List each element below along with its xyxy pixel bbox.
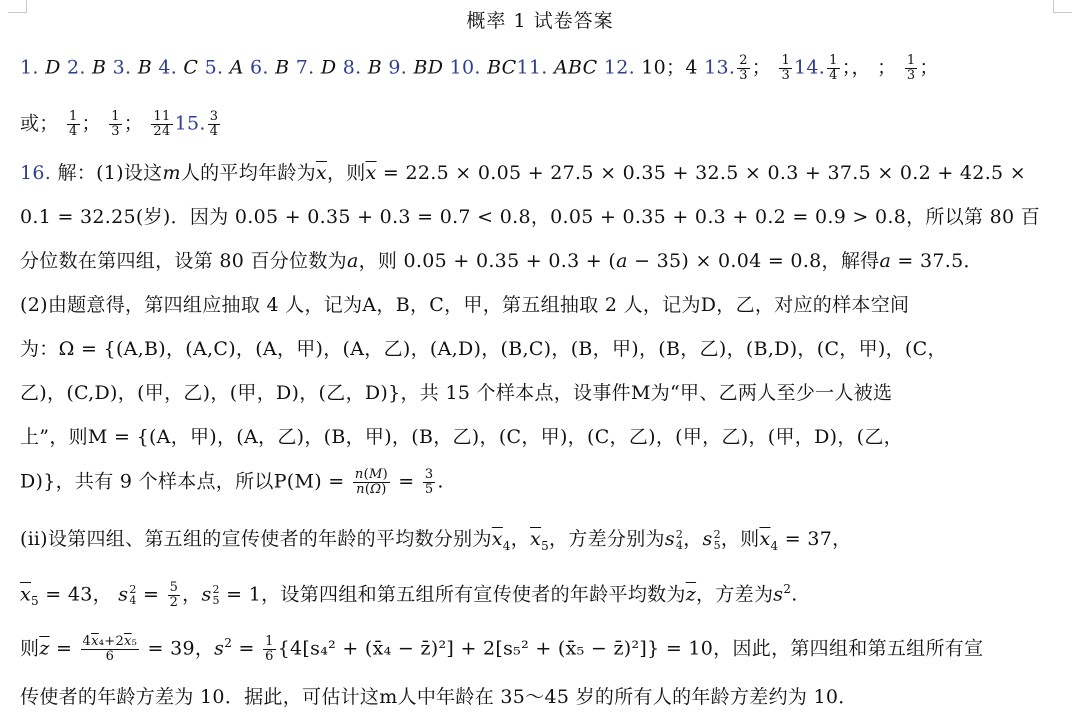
text: ，则 0.05 + 0.35 + 0.3 + (	[358, 250, 617, 272]
answer-choice: B	[275, 56, 296, 79]
answer-number: 6.	[250, 56, 276, 79]
fraction-3-4: $\frac{3}{4}$	[209, 109, 219, 139]
text: ，则	[326, 162, 366, 184]
text: − 35) × 0.04 = 0.8，解得	[627, 250, 880, 272]
text: ，则	[720, 528, 760, 550]
fraction-1-3: $\frac{1}{3}$	[906, 53, 916, 83]
var-a: a	[346, 250, 359, 272]
text: = 43，	[38, 583, 112, 606]
q16-line-5: 为：Ω = {(A,B)，(A,C)，(A，甲)，(A，乙)，(A,D)，(B,C)，(B，甲)，(B，乙)，(B,D)，(C，甲)，(C，	[20, 338, 947, 360]
q16-line-7: 上”，则M = {(A，甲)，(A，乙)，(B，甲)，(B，乙)，(C，甲)，(C，乙)，(甲，乙)，(甲，D)，(乙，	[20, 426, 903, 448]
var-xbar: $\overline{x}$	[365, 162, 377, 184]
text: .	[437, 470, 444, 493]
text: = 22.5 × 0.05 + 27.5 × 0.35 + 32.5 × 0.3 + 37.5 × 0.2 + 42.5 ×	[376, 162, 1026, 184]
q16-line-4: (2)由题意得，第四组应抽取 4 人，记为A，B，C，甲，第五组抽取 2 人，记为D，乙，对应的样本空间	[20, 294, 910, 316]
answer-line-2	[20, 110, 1065, 139]
answer-choice: B	[137, 56, 159, 79]
answer-number: 8.	[342, 56, 368, 79]
q13-number: 13.	[704, 56, 736, 79]
fraction-5-2: $\frac{5}{2}$	[169, 579, 179, 610]
text: = 37，	[778, 528, 852, 550]
var-a: a	[616, 250, 628, 272]
text: D)}，共有 9 个样本点，所以P(M) =	[20, 470, 345, 493]
answer-line-1	[20, 54, 1065, 83]
separator-blank: ；， ；	[841, 56, 897, 79]
text: ，方差为	[696, 583, 774, 606]
var-a: a	[879, 250, 892, 272]
answer-number: 4.	[158, 56, 184, 79]
or-text: 或；	[20, 112, 59, 135]
separator: ；	[919, 56, 939, 79]
q16-line-10: $\overline{x}_5 = 43$， s 2 4 = $\frac{5}{2}$ ，s 2 5 = 1，设第四组和第五组所有宣传使者的年龄平均数为$\overline{z}$，方差为$s^2$.	[20, 579, 798, 610]
q16-line-6: 乙)，(C,D)，(甲，乙)，(甲，D)，(乙，D)}，共 15 个样本点，设事件M为“甲、乙两人至少一人被选	[20, 382, 893, 404]
q16-line-1	[20, 160, 1065, 186]
answer-choice: A	[229, 56, 251, 79]
var-m: m	[162, 162, 181, 184]
separator: ；	[751, 56, 772, 79]
q16-line-2: 0.1 = 32.25(岁)．因为 0.05 + 0.35 + 0.3 = 0.7 < 0.8，0.05 + 0.35 + 0.3 + 0.2 = 0.9 > 0.8，所以第 80 百	[20, 206, 1041, 228]
fraction-1-3: $\frac{1}{3}$	[781, 53, 791, 83]
fraction-1-3: $\frac{1}{3}$	[111, 109, 120, 139]
fraction-1-4: $\frac{1}{4}$	[68, 109, 78, 139]
q14-number: 14.	[794, 56, 826, 79]
q16-line-8: D)}，共有 9 个样本点，所以P(M) = $\frac{n(M)}{n(\Omega)}$ = $\frac{3}{5}$ .	[20, 467, 444, 497]
text: .	[791, 583, 798, 606]
answer-choice: B	[92, 56, 113, 79]
text: 分位数在第四组，设第 80 百分位数为	[20, 250, 347, 272]
q12-number: 12.	[603, 56, 635, 79]
fraction-3-5: $\frac{3}{5}$	[424, 467, 434, 497]
fraction-nM-nOmega: $\frac{n(M)}{n(\Omega)}$	[354, 467, 388, 497]
text: ，方差分别为	[549, 528, 665, 550]
fraction-11-24: $\frac{11}{24}$	[153, 109, 171, 139]
fraction-1-4: $\frac{1}{4}$	[829, 53, 838, 83]
separator: ；	[81, 112, 101, 135]
q11-number: 11.	[516, 56, 548, 79]
answer-number: 3.	[112, 56, 138, 79]
text: (ⅱ)设第四组、第五组的宣传使者的年龄的平均数分别为	[20, 528, 492, 550]
q10-number: 10.	[449, 56, 481, 79]
fraction-mean-combined: $\frac{4\overline{x}_4+2\overline{x}_5}{6}$	[82, 633, 138, 664]
q15-number: 15.	[174, 112, 206, 135]
q16-line-12: 传使者的年龄方差为 10．据此，可估计这m人中年龄在 35～45 岁的所有人的年龄方差约为 10．	[20, 686, 858, 708]
answer-number: 1.	[20, 56, 46, 79]
answer-number: 7.	[295, 56, 321, 79]
text: {4[s₄² + (x̄₄ − z̄)²] + 2[s₅² + (x̄₅ − z̄)²]} = 10，因此，第四组和第五组所有宣	[277, 637, 984, 660]
answer-choice: B	[367, 56, 389, 79]
answers-1-9	[20, 57, 450, 79]
q10-answer: BC	[487, 56, 517, 79]
answer-number: 5.	[204, 56, 230, 79]
answer-choice: D	[45, 56, 67, 79]
text: 则	[20, 637, 40, 660]
document-title: 概率 1 试卷答案	[466, 10, 614, 32]
text: = 39，	[141, 637, 215, 660]
answer-choice: C	[183, 56, 205, 79]
text: = 37.5．	[891, 250, 983, 272]
q11-answer: ABC	[553, 56, 598, 79]
q16-line-3	[20, 248, 1065, 274]
answer-choice: BD	[413, 56, 450, 79]
answer-number: 2.	[66, 56, 93, 79]
fraction-2-3: $\frac{2}{3}$	[739, 53, 748, 83]
q16-number: 16.	[20, 162, 52, 184]
q16-line-11: 则$\overline{z}$ = $\frac{4\overline{x}_4+2\overline{x}_5}{6}$ = 39，$s^2$ = $\frac{1}{6}$ {4[s₄² + (x̄₄ − z̄)²] + 2[s₅² + (x̄₅ − z̄)²]} = 10，因此，第四组和第五组所有宣	[20, 633, 984, 664]
fraction-1-6: $\frac{1}{6}$	[265, 633, 274, 664]
text: ，设第四组和第五组所有宣传使者的年龄平均数为	[261, 583, 686, 606]
answer-choice: D	[320, 56, 343, 79]
separator: ；	[123, 112, 144, 135]
text: 人的平均年龄为	[180, 162, 316, 184]
q16-line-9: (ⅱ)设第四组、第五组的宣传使者的年龄的平均数分别为$\overline{x}_4$，$\overline{x}_5$，方差分别为s 2 4 ，s 2 5 ，则$\overline{x}_4 = 37$，	[20, 528, 852, 553]
var-xbar: $\overline{x}$	[315, 162, 327, 184]
text: 解：(1)设这	[57, 162, 163, 184]
q12-answer: 10；4	[641, 56, 698, 79]
answer-number: 9.	[388, 56, 414, 79]
